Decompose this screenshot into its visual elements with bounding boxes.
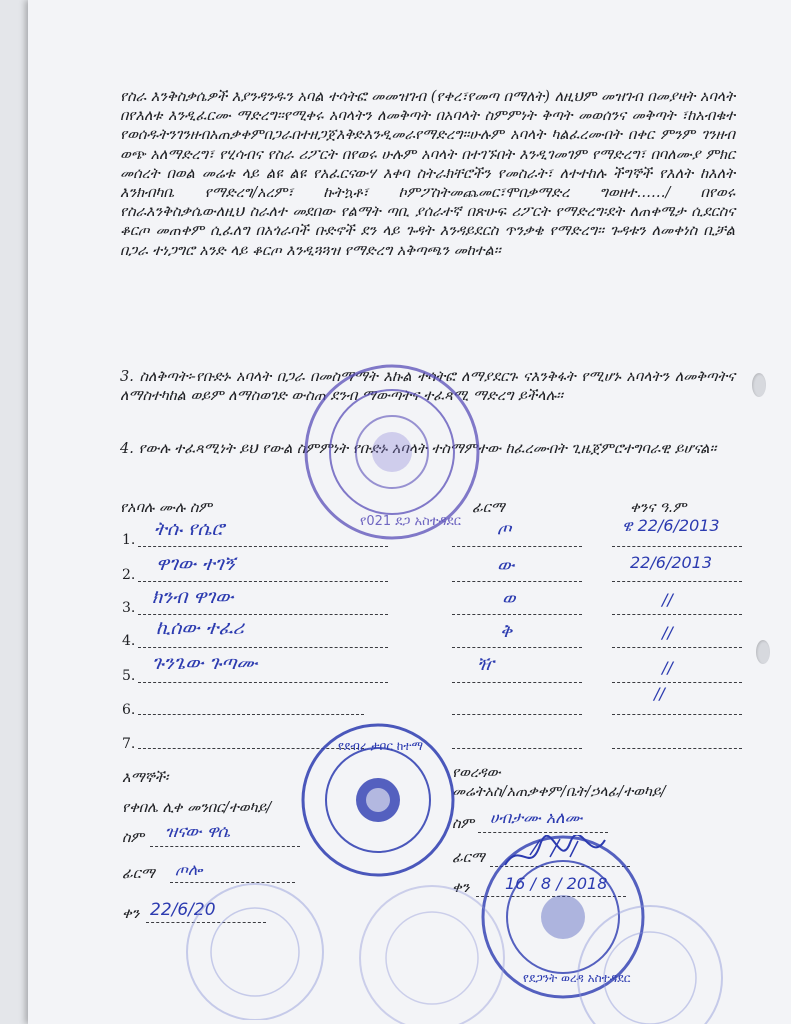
- member-name: ትሱ የሴሮ: [154, 518, 225, 540]
- seal-text: የ021 ደጋ አስተዳደር: [360, 514, 461, 529]
- faded-seal: [352, 880, 512, 1024]
- paragraph-activities: የስራ እንቅስቃሴዎች እያንዳንዱን አባል ተሳትፎ መመዝገብ (የቀረ፣የመጣ በማለት) ለዚህም መዝገብ በመያዛት አባላት በየእለቱ እንዲፈርሙ ማድረግ፡፡የሚቀሩ አባላትን ለመቅጣት በአባላት ስምምነት ቅጣት መወሰንና መቅጣት ፣ከአብቁተ የወሰዱትንገንዘብአጠቃቀምበጋራበተዘጋጀእቅድእንዲመራየማድረግ፡፡ሁሉም አባላት ካልፈረሙበት በቀር ምንም ገንዘብ ወጭ አለማድረግ፣ የሂሳብና የስራ ሪፖርት በየወሩ ሁሉም አባላት በተገኙበት እንዲገመገም የማድረግ፣ በባለሙያ ምክር መሰረት በወል መሬቱ ላይ ልዩ ልዩ የአፈርናውሃ እቀባ ስትራክቸሮችን የመስራት፣ ለተተከሉ ችግኞች የእለት ከእለት እንክብካቤ የማድረግ/አረም፣ ኩትኳቶ፣ ኮምፖስትመጨመር፣ሞበቃማድረ ግወዘተ……/ በየወሩ የስራእንቅስቃሴውለዚህ ስራለተ መደበው የልማት ጣቢ ያሰራተኛ በጽሁፍ ሪፖርት የማድረግ፡ደት ለጠቀሜታ ሲደርስና ቆርጦ መጠቀም ሲፈለግ በአጎራባች ቡድኖች ደን ላይ ጉዳት እንዳይደርስ ጥንቃቄ የማድረግ፡፡ ጉዳቱን ለመቀነስ ቢቻል በጋራ ተነጋግሮ አንድ ላይ ቆርጦ እንዲጓጓዝ የማድረግ አቅጣጫን መከተል፡፡: [120, 89, 735, 259]
- member-signature: ው: [497, 555, 515, 576]
- member-date: //: [662, 658, 673, 677]
- date-column-header: ቀንና ዓ.ም: [630, 500, 687, 516]
- row-number: 2.: [122, 567, 136, 583]
- left-date-label: ቀን: [122, 906, 140, 922]
- member-date: //: [654, 684, 665, 703]
- member-name: ጉንጌው ጉጣሙ: [152, 652, 258, 674]
- member-signature: ቅ: [500, 621, 513, 642]
- member-date: ዌ 22/6/2013: [622, 516, 720, 535]
- member-row: [122, 652, 742, 684]
- member-name: ዋገው ተገኝ: [156, 553, 235, 575]
- member-signature: ጦ: [497, 518, 512, 539]
- right-name-label: ስም: [452, 816, 475, 832]
- paragraph-validity: 4. የውሉ ተፈጻሚነት ይህ የውል ስምምነት የቡድኑ አባላት ተስማምተው ከፈረሙበት ጊዜጀምሮተግባራዊ ይሆናል።: [120, 441, 717, 457]
- member-row: [122, 684, 742, 718]
- row-number: 7.: [122, 736, 136, 752]
- member-date: 22/6/2013: [630, 553, 713, 572]
- left-name-label: ስም: [122, 830, 145, 846]
- punch-hole: [756, 640, 770, 664]
- member-name: ክንብ ዋገው: [152, 586, 234, 608]
- faded-seal: [180, 880, 330, 1020]
- member-signature: ዥ: [477, 654, 494, 675]
- official-seal-blue-left: [298, 720, 458, 880]
- row-number: 1.: [122, 532, 136, 548]
- row-number: 4.: [122, 633, 136, 649]
- member-date: //: [662, 590, 673, 609]
- official-seal-purple: [300, 360, 485, 545]
- woreda-office-label: መሬትአስ/አጠቃቀም/ቤት/ኃላፊ/ተወካይ/: [452, 784, 666, 800]
- row-number: 5.: [122, 668, 136, 684]
- faded-seal: [570, 900, 730, 1024]
- member-row: [122, 617, 742, 649]
- witnesses-title: እማኞች፡: [122, 770, 169, 786]
- row-number: 6.: [122, 702, 136, 718]
- member-row: [122, 586, 742, 616]
- left-sign-label: ፊርማ: [122, 866, 155, 882]
- left-witness-name: ዝናው ዋሴ: [165, 822, 231, 842]
- right-date-label: ቀን: [452, 880, 470, 896]
- contract-body: [120, 88, 735, 261]
- signature-column-header: ፊርማ: [472, 500, 505, 516]
- member-signature: ወ: [502, 588, 516, 609]
- punch-hole: [752, 373, 766, 397]
- row-number: 3.: [122, 600, 136, 616]
- woreda-title: የወረዳው: [452, 765, 501, 781]
- seal-text: የደብረ ታቦር ከተማ: [338, 739, 424, 753]
- name-column-header: የአባሉ ሙሉ ስም: [120, 500, 212, 516]
- member-date: //: [662, 623, 673, 642]
- right-witness-name: ሀብታሙ አለሙ: [490, 808, 583, 827]
- right-witness-date: 16 / 8 / 2018: [505, 874, 608, 893]
- seal-text: የደጋንት ወረዳ አስተዳደር: [523, 971, 631, 985]
- kebele-chair-label: የቀበሌ ሊቀ መንበር/ተወካይ/: [122, 800, 272, 816]
- member-row: [122, 553, 742, 583]
- paragraph-penalty: 3. ስለቅጣት፡-የቡድኑ አባላት በጋራ በመስማማት እኩል ተሳትፎ ለማያደርጉ ናእንቅፋት የሚሆኑ አባላትን ለመቅጣትና ለማስተካከል ወይም ለማስወገድ ውስጠ ደንብ ማውጣትና ተፈጻሚ ማድረግ ይችላሉ፡፡: [120, 369, 735, 405]
- left-witness-date: 22/6/20: [150, 900, 216, 920]
- member-name: ኪሰው ተፈሪ: [156, 617, 244, 639]
- right-sign-label: ፊርማ: [452, 850, 485, 866]
- left-witness-signature: ጦሎ: [175, 860, 203, 879]
